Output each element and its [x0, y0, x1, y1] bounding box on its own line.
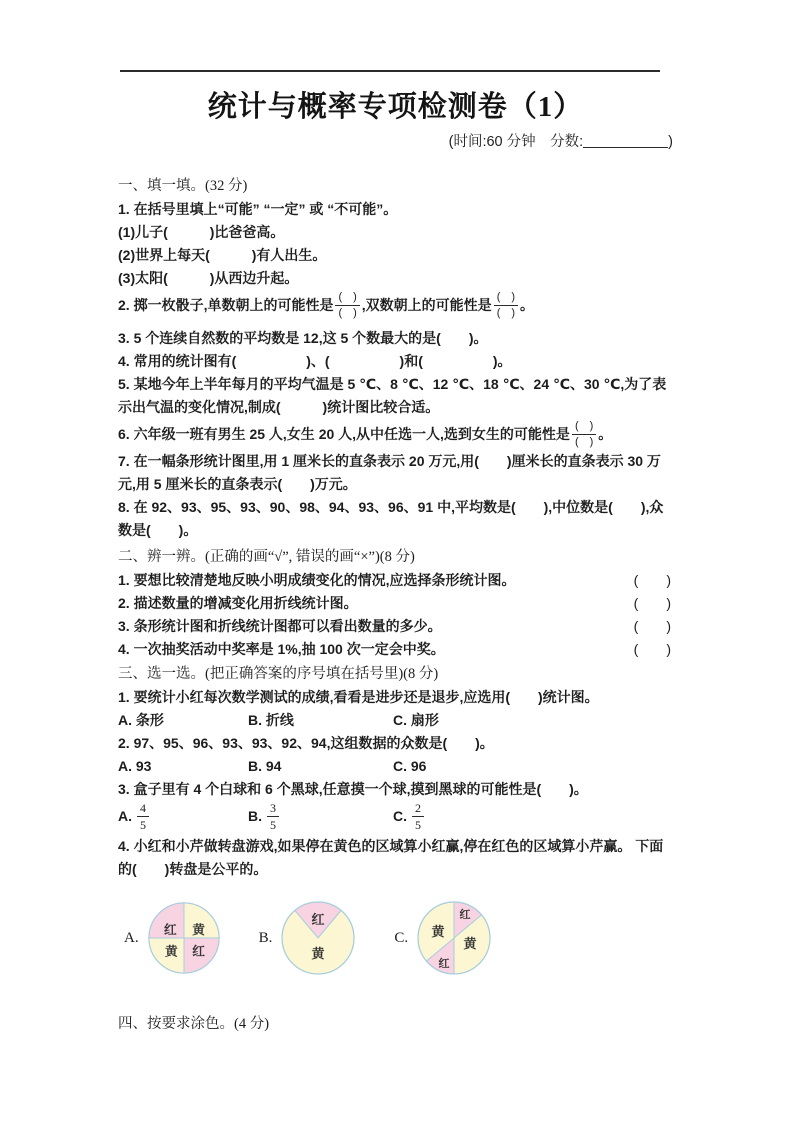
spinner-options-row — [124, 889, 673, 987]
s1-q1: 1. 在括号里填上“可能” “一定” 或 “不可能”。 — [118, 201, 398, 217]
fraction-blank — [494, 292, 518, 319]
exam-meta — [118, 131, 673, 153]
s1-q6-text-a: 6. 六年级一班有男生 25 人,女生 20 人,从中任选一人,选到女生的可能性是 — [118, 426, 570, 442]
fraction-numerator: 4 — [137, 802, 149, 817]
s2-q1: 1. 要想比较清楚地反映小明成绩变化的情况,应选择条形统计图。 — [118, 572, 516, 588]
spinner-c-label-red-bottom: 红 — [438, 958, 450, 970]
s1-q2-text-b: ,双数朝上的可能性是 — [361, 297, 492, 313]
s3-q1: 1. 要统计小红每次数学测试的成绩,看看是进步还是退步,应选用( )统计图。 — [118, 689, 599, 705]
spinner-c-label-yellow-right: 黄 — [463, 936, 477, 951]
option-a-label: A. — [118, 807, 132, 824]
fraction-denominator: 5 — [415, 817, 421, 832]
s1-q6 — [118, 419, 673, 450]
spinner-b-label-yellow: 黄 — [311, 946, 325, 961]
option-b — [248, 802, 393, 831]
s2-q4: 4. 一次抽奖活动中奖率是 1%,抽 100 次一定会中奖。 — [118, 641, 445, 657]
fraction-numerator: ( ) — [335, 292, 359, 306]
spinner-a-letter: A. — [124, 929, 139, 946]
s1-q3: 3. 5 个连续自然数的平均数是 12,这 5 个数最大的是( )。 — [118, 330, 488, 346]
s2-q2: 2. 描述数量的增减变化用折线统计图。 — [118, 595, 358, 611]
s1-q8: 8. 在 92、93、95、93、90、98、94、93、96、91 中,平均数是( ),中位数是( ),众数是( )。 — [118, 499, 664, 538]
s1-q1-sub1: (1)儿子( )比爸爸高。 — [118, 224, 285, 240]
fraction-denominator: ( ) — [496, 307, 516, 319]
option-c — [393, 802, 673, 831]
section-1-header: 一、填一填。(32 分) — [118, 178, 248, 194]
fraction-blank — [335, 292, 359, 319]
s2-q3-row — [118, 615, 673, 638]
fraction-denominator: ( ) — [338, 307, 357, 319]
s1-q1-sub2: (2)世界上每天( )有人出生。 — [118, 247, 327, 263]
s3-q3: 3. 盒子里有 4 个白球和 6 个黑球,任意摸一个球,摸到黑球的可能性是( )。 — [118, 781, 588, 797]
option-a: A. 93 — [118, 758, 152, 774]
spinner-a-label-yellow-tr: 黄 — [191, 923, 205, 938]
s1-q6-text-b: 。 — [598, 426, 613, 442]
meta-close-paren: ) — [668, 134, 673, 150]
s2-q1-row — [118, 569, 673, 592]
spinner-option-c — [394, 898, 494, 978]
spinner-b-wheel-image — [278, 898, 358, 978]
s1-q7: 7. 在一幅条形统计图里,用 1 厘米长的直条表示 20 万元,用( )厘米长的直条表示 30 万元,用 5 厘米长的直条表示( )万元。 — [118, 453, 661, 492]
spinner-c-wheel-image — [414, 898, 494, 978]
fraction-numerator: ( ) — [572, 421, 596, 435]
s1-q2 — [118, 290, 673, 321]
spinner-c-label-yellow-left: 黄 — [431, 924, 445, 939]
fraction-denominator: ( ) — [574, 436, 594, 448]
s2-q3: 3. 条形统计图和折线统计图都可以看出数量的多少。 — [118, 618, 442, 634]
spinner-b-letter: B. — [258, 929, 273, 946]
fraction-numerator: 3 — [267, 802, 279, 817]
answer-bracket: ( ) — [633, 595, 671, 611]
s3-q2: 2. 97、95、96、93、93、92、94,这组数据的众数是( )。 — [118, 735, 494, 751]
option-c: C. 扇形 — [393, 712, 439, 728]
s3-q1-options — [118, 709, 673, 732]
spinner-c-letter: C. — [394, 929, 409, 946]
option-a: A. 条形 — [118, 712, 164, 728]
answer-bracket: ( ) — [633, 641, 671, 657]
s1-q2-text-a: 2. 掷一枚骰子,单数朝上的可能性是 — [118, 297, 334, 313]
fraction-denominator: 5 — [140, 817, 146, 832]
page-title: 统计与概率专项检测卷（1） — [207, 91, 584, 123]
s1-q2-text-c: 。 — [520, 297, 535, 313]
fraction-value — [267, 802, 279, 831]
s1-q4: 4. 常用的统计图有( )、( )和( )。 — [118, 353, 512, 369]
section-4-header: 四、按要求涂色。(4 分) — [118, 1016, 270, 1032]
meta-time-score-label: (时间:60 分钟 分数: — [448, 134, 584, 150]
section-3-header: 三、选一选。(把正确答案的序号填在括号里)(8 分) — [118, 666, 439, 682]
spinner-a-wheel-image — [145, 899, 223, 977]
spinner-a-label-red-tl: 红 — [163, 923, 177, 938]
score-blank-line — [583, 133, 668, 148]
s1-q1-sub3: (3)太阳( )从西边升起。 — [118, 270, 299, 286]
option-c-label: C. — [393, 807, 407, 824]
top-divider — [120, 70, 660, 72]
answer-bracket: ( ) — [633, 572, 671, 588]
fraction-numerator: 2 — [412, 802, 424, 817]
spinner-b-label-red: 红 — [311, 912, 325, 927]
option-b-label: B. — [248, 807, 262, 824]
fraction-denominator: 5 — [270, 817, 276, 832]
fraction-value — [412, 802, 424, 831]
spinner-option-a — [124, 899, 223, 977]
s2-q4-row — [118, 638, 673, 661]
fraction-value — [137, 802, 149, 831]
s3-q4: 4. 小红和小芹做转盘游戏,如果停在黄色的区域算小红赢,停在红色的区域算小芹赢。 下面的( )转盘是公平的。 — [118, 838, 664, 877]
s3-q3-options — [118, 801, 673, 831]
fraction-numerator: ( ) — [494, 292, 518, 306]
option-b: B. 折线 — [248, 712, 294, 728]
spinner-c-label-red-top: 红 — [459, 909, 471, 921]
s3-q2-options — [118, 755, 673, 778]
option-c: C. 96 — [393, 758, 427, 774]
s2-q2-row — [118, 592, 673, 615]
spinner-a-label-yellow-bl: 黄 — [164, 944, 178, 959]
answer-bracket: ( ) — [633, 618, 671, 634]
spinner-a-label-red-br: 红 — [191, 944, 205, 959]
option-b: B. 94 — [248, 758, 282, 774]
fraction-blank — [572, 421, 596, 448]
s1-q5: 5. 某地今年上半年每月的平均气温是 5 ℃、8 ℃、12 ℃、18 ℃、24 ℃、30 ℃,为了表示出气温的变化情况,制成( )统计图比较合适。 — [118, 376, 667, 415]
spinner-option-b — [259, 898, 359, 978]
section-2-header: 二、辨一辨。(正确的画“√”, 错误的画“×”)(8 分) — [118, 549, 415, 565]
option-a — [118, 802, 248, 831]
